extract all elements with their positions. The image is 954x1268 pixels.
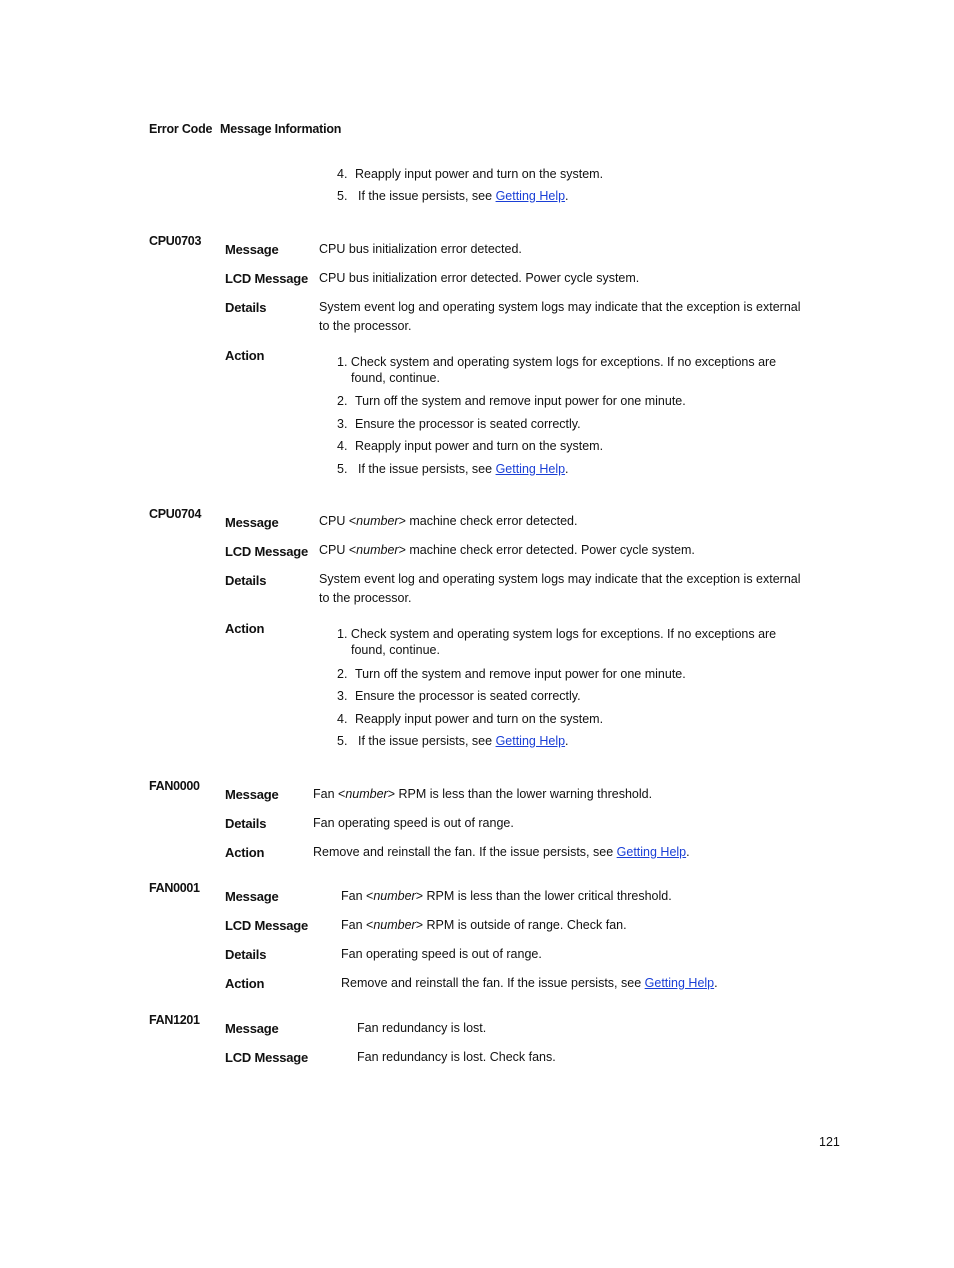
message-label: Message — [225, 1021, 279, 1036]
page-number: 121 — [819, 1135, 840, 1149]
getting-help-link[interactable]: Getting Help — [644, 976, 715, 990]
details-text: Fan operating speed is out of range. — [313, 816, 514, 830]
details-label: Details — [225, 573, 267, 588]
details-text: System event log and operating system logs may indicate that the exception is external — [319, 300, 801, 314]
details-text: to the processor. — [319, 591, 412, 605]
error-code: CPU0704 — [149, 507, 202, 521]
list-item: 5. If the issue persists, see Getting Help. — [337, 734, 569, 748]
details-label: Details — [225, 300, 267, 315]
lcd-message-label: LCD Message — [225, 271, 309, 286]
message-text: Fan <number> RPM is less than the lower warning threshold. — [313, 787, 653, 801]
getting-help-link[interactable]: Getting Help — [495, 734, 566, 748]
error-code: FAN1201 — [149, 1013, 200, 1027]
getting-help-link[interactable]: Getting Help — [495, 462, 566, 476]
lcd-message-label: LCD Message — [225, 544, 309, 559]
message-text: CPU bus initialization error detected. — [319, 242, 522, 256]
lcd-message-text: Fan redundancy is lost. Check fans. — [357, 1050, 556, 1064]
action-text: Remove and reinstall the fan. If the issue persists, see Getting Help. — [313, 845, 690, 859]
getting-help-link[interactable]: Getting Help — [495, 189, 566, 203]
action-label: Action — [225, 621, 265, 636]
message-label: Message — [225, 787, 279, 802]
list-item: 2. Turn off the system and remove input power for one minute. — [337, 394, 686, 408]
details-text: Fan operating speed is out of range. — [341, 947, 542, 961]
message-label: Message — [225, 889, 279, 904]
details-text: System event log and operating system logs may indicate that the exception is external — [319, 572, 801, 586]
message-label: Message — [225, 242, 279, 257]
details-label: Details — [225, 816, 267, 831]
action-label: Action — [225, 845, 265, 860]
message-text: CPU <number> machine check error detected. — [319, 514, 578, 528]
error-code: FAN0001 — [149, 881, 200, 895]
list-item: 4. Reapply input power and turn on the system. — [337, 167, 604, 181]
list-item: 4. Reapply input power and turn on the system. — [337, 712, 604, 726]
getting-help-link[interactable]: Getting Help — [616, 845, 687, 859]
details-text: to the processor. — [319, 319, 412, 333]
error-code: FAN0000 — [149, 779, 200, 793]
error-code: CPU0703 — [149, 234, 202, 248]
list-item: 2. Turn off the system and remove input power for one minute. — [337, 667, 686, 681]
list-item: 5. If the issue persists, see Getting Help. — [337, 462, 569, 476]
list-item: 4. Reapply input power and turn on the system. — [337, 439, 604, 453]
column-header-message-information: Message Information — [220, 122, 342, 136]
lcd-message-text: CPU bus initialization error detected. Power cycle system. — [319, 271, 640, 285]
list-item: 1. Check system and operating system logs for exceptions. If no exceptions are found, continue. — [337, 355, 777, 385]
lcd-message-label: LCD Message — [225, 1050, 309, 1065]
lcd-message-text: CPU <number> machine check error detected. Power cycle system. — [319, 543, 695, 557]
list-item: 3. Ensure the processor is seated correctly. — [337, 689, 581, 703]
message-text: Fan <number> RPM is less than the lower critical threshold. — [341, 889, 672, 903]
message-label: Message — [225, 515, 279, 530]
action-label: Action — [225, 976, 265, 991]
details-label: Details — [225, 947, 267, 962]
list-item: 3. Ensure the processor is seated correctly. — [337, 417, 581, 431]
action-label: Action — [225, 348, 265, 363]
action-text: Remove and reinstall the fan. If the issue persists, see Getting Help. — [341, 976, 718, 990]
list-item: 1. Check system and operating system logs for exceptions. If no exceptions are found, continue. — [337, 627, 777, 657]
lcd-message-label: LCD Message — [225, 918, 309, 933]
lcd-message-text: Fan <number> RPM is outside of range. Check fan. — [341, 918, 627, 932]
list-item: 5. If the issue persists, see Getting Help. — [337, 189, 569, 203]
message-text: Fan redundancy is lost. — [357, 1021, 487, 1035]
column-header-error-code: Error Code — [149, 122, 213, 136]
